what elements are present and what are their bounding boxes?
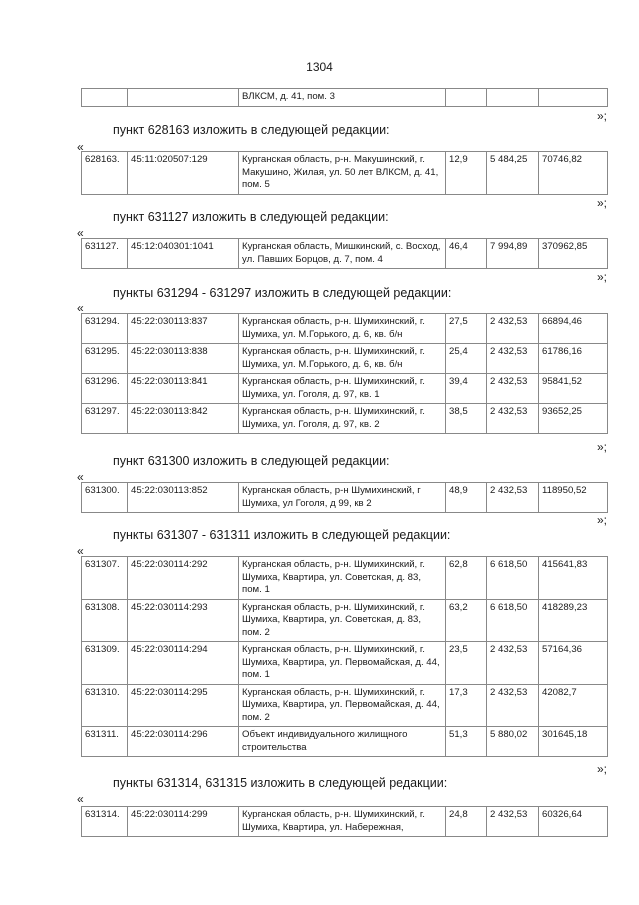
cell-cadastral: 45:22:030114:294 — [128, 642, 239, 685]
cell-address: ВЛКСМ, д. 41, пом. 3 — [239, 89, 446, 107]
cell-address: Курганская область, р-н. Шумихинский, г. Шумиха, ул. М.Горького, д. 6, кв. б/н — [239, 344, 446, 374]
table-row — [82, 344, 608, 374]
section-heading: пункт 631127 изложить в следующей редакции: — [113, 210, 389, 224]
cell-address: Курганская область, р-н. Шумихинский, г. Шумиха, ул. Гоголя, д. 97, кв. 2 — [239, 404, 446, 434]
cell-rate: 2 432,53 — [487, 642, 539, 685]
section-heading: пункты 631314, 631315 изложить в следующей редакции: — [113, 776, 448, 790]
cell-number: 628163. — [82, 152, 128, 195]
table-row — [82, 152, 608, 195]
table-continuation — [81, 88, 608, 107]
cell-rate: 2 432,53 — [487, 404, 539, 434]
opening-quote: « — [77, 544, 84, 558]
cell-rate — [487, 89, 539, 107]
cell-cadastral — [128, 89, 239, 107]
cell-address: Курганская область, Мишкинский, с. Восход, ул. Павших Борцов, д. 7, пом. 4 — [239, 239, 446, 269]
cell-area: 12,9 — [446, 152, 487, 195]
cell-rate: 2 432,53 — [487, 684, 539, 727]
table-row — [82, 404, 608, 434]
cell-value: 42082,7 — [539, 684, 608, 727]
cell-cadastral: 45:22:030113:838 — [128, 344, 239, 374]
section-heading: пункты 631307 - 631311 изложить в следующей редакции: — [113, 528, 451, 542]
closing-quote: »; — [597, 109, 608, 123]
section-heading: пункты 631294 - 631297 изложить в следующей редакции: — [113, 286, 452, 300]
cell-number: 631296. — [82, 374, 128, 404]
cell-number — [82, 89, 128, 107]
cell-rate: 5 484,25 — [487, 152, 539, 195]
table-row — [82, 89, 608, 107]
cell-address: Курганская область, р-н. Шумихинский, г. Шумиха, Квартира, ул. Советская, д. 83, пом. 2 — [239, 599, 446, 642]
table-row — [82, 557, 608, 600]
cell-rate: 2 432,53 — [487, 374, 539, 404]
cell-rate: 7 994,89 — [487, 239, 539, 269]
cell-value — [539, 89, 608, 107]
cell-cadastral: 45:22:030114:293 — [128, 599, 239, 642]
cell-value: 70746,82 — [539, 152, 608, 195]
cell-number: 631307. — [82, 557, 128, 600]
cell-area: 39,4 — [446, 374, 487, 404]
cell-value: 66894,46 — [539, 314, 608, 344]
cell-address: Объект индивидуального жилищного строительства — [239, 727, 446, 757]
cell-area: 62,8 — [446, 557, 487, 600]
cell-value: 301645,18 — [539, 727, 608, 757]
cell-value: 95841,52 — [539, 374, 608, 404]
cell-area: 46,4 — [446, 239, 487, 269]
page-number: 1304 — [306, 60, 333, 74]
cell-rate: 2 432,53 — [487, 483, 539, 513]
cell-value: 93652,25 — [539, 404, 608, 434]
cell-number: 631127. — [82, 239, 128, 269]
cell-cadastral: 45:22:030113:837 — [128, 314, 239, 344]
table-row — [82, 807, 608, 837]
cell-area — [446, 89, 487, 107]
section-heading: пункт 631300 изложить в следующей редакции: — [113, 454, 390, 468]
opening-quote: « — [77, 301, 84, 315]
cell-number: 631308. — [82, 599, 128, 642]
cell-area: 23,5 — [446, 642, 487, 685]
cell-rate: 6 618,50 — [487, 557, 539, 600]
property-table — [81, 313, 608, 434]
closing-quote: »; — [597, 270, 608, 284]
opening-quote: « — [77, 140, 84, 154]
property-table — [81, 151, 608, 195]
cell-address: Курганская область, р-н. Шумихинский, г. Шумиха, Квартира, ул. Первомайская, д. 44, пом. 2 — [239, 684, 446, 727]
cell-cadastral: 45:22:030114:299 — [128, 807, 239, 837]
closing-quote: »; — [597, 440, 608, 454]
cell-cadastral: 45:22:030113:842 — [128, 404, 239, 434]
cell-value: 60326,64 — [539, 807, 608, 837]
cell-value: 118950,52 — [539, 483, 608, 513]
cell-rate: 2 432,53 — [487, 807, 539, 837]
cell-area: 25,4 — [446, 344, 487, 374]
closing-quote: »; — [597, 762, 608, 776]
section-heading: пункт 628163 изложить в следующей редакции: — [113, 123, 390, 137]
cell-address: Курганская область, р-н. Шумихинский, г. Шумиха, ул. М.Горького, д. 6, кв. б/н — [239, 314, 446, 344]
cell-number: 631310. — [82, 684, 128, 727]
table-row — [82, 684, 608, 727]
table-row — [82, 374, 608, 404]
cell-rate: 2 432,53 — [487, 314, 539, 344]
cell-address: Курганская область, р-н. Шумихинский, г. Шумиха, Квартира, ул. Советская, д. 83, пом. 1 — [239, 557, 446, 600]
closing-quote: »; — [597, 513, 608, 527]
table-row — [82, 642, 608, 685]
cell-cadastral: 45:22:030113:841 — [128, 374, 239, 404]
cell-area: 38,5 — [446, 404, 487, 434]
cell-area: 24,8 — [446, 807, 487, 837]
cell-value: 370962,85 — [539, 239, 608, 269]
property-table — [81, 482, 608, 513]
cell-area: 51,3 — [446, 727, 487, 757]
cell-address: Курганская область, р-н. Шумихинский, г. Шумиха, Квартира, ул. Первомайская, д. 44, пом. 1 — [239, 642, 446, 685]
table-row — [82, 483, 608, 513]
cell-number: 631309. — [82, 642, 128, 685]
cell-area: 63,2 — [446, 599, 487, 642]
cell-rate: 2 432,53 — [487, 344, 539, 374]
cell-value: 415641,83 — [539, 557, 608, 600]
cell-area: 17,3 — [446, 684, 487, 727]
cell-area: 27,5 — [446, 314, 487, 344]
cell-cadastral: 45:22:030114:292 — [128, 557, 239, 600]
cell-number: 631295. — [82, 344, 128, 374]
table-row — [82, 239, 608, 269]
cell-number: 631294. — [82, 314, 128, 344]
cell-cadastral: 45:11:020507:129 — [128, 152, 239, 195]
cell-address: Курганская область, р-н Шумихинский, г Шумиха, ул Гоголя, д 99, кв 2 — [239, 483, 446, 513]
cell-cadastral: 45:22:030114:295 — [128, 684, 239, 727]
cell-rate: 6 618,50 — [487, 599, 539, 642]
table-row — [82, 727, 608, 757]
cell-value: 57164,36 — [539, 642, 608, 685]
cell-number: 631311. — [82, 727, 128, 757]
cell-number: 631300. — [82, 483, 128, 513]
cell-cadastral: 45:22:030114:296 — [128, 727, 239, 757]
cell-address: Курганская область, р-н. Шумихинский, г. Шумиха, ул. Гоголя, д. 97, кв. 1 — [239, 374, 446, 404]
cell-address: Курганская область, р-н. Макушинский, г. Макушино, Жилая, ул. 50 лет ВЛКСМ, д. 41, пом. 5 — [239, 152, 446, 195]
cell-value: 418289,23 — [539, 599, 608, 642]
opening-quote: « — [77, 226, 84, 240]
cell-area: 48,9 — [446, 483, 487, 513]
cell-cadastral: 45:22:030113:852 — [128, 483, 239, 513]
cell-address: Курганская область, р-н. Шумихинский, г. Шумиха, Квартира, ул. Набережная, — [239, 807, 446, 837]
opening-quote: « — [77, 792, 84, 806]
property-table — [81, 238, 608, 269]
table-row — [82, 314, 608, 344]
cell-number: 631314. — [82, 807, 128, 837]
cell-cadastral: 45:12:040301:1041 — [128, 239, 239, 269]
closing-quote: »; — [597, 196, 608, 210]
table-row — [82, 599, 608, 642]
property-table — [81, 806, 608, 837]
opening-quote: « — [77, 470, 84, 484]
cell-number: 631297. — [82, 404, 128, 434]
cell-value: 61786,16 — [539, 344, 608, 374]
property-table — [81, 556, 608, 757]
cell-rate: 5 880,02 — [487, 727, 539, 757]
